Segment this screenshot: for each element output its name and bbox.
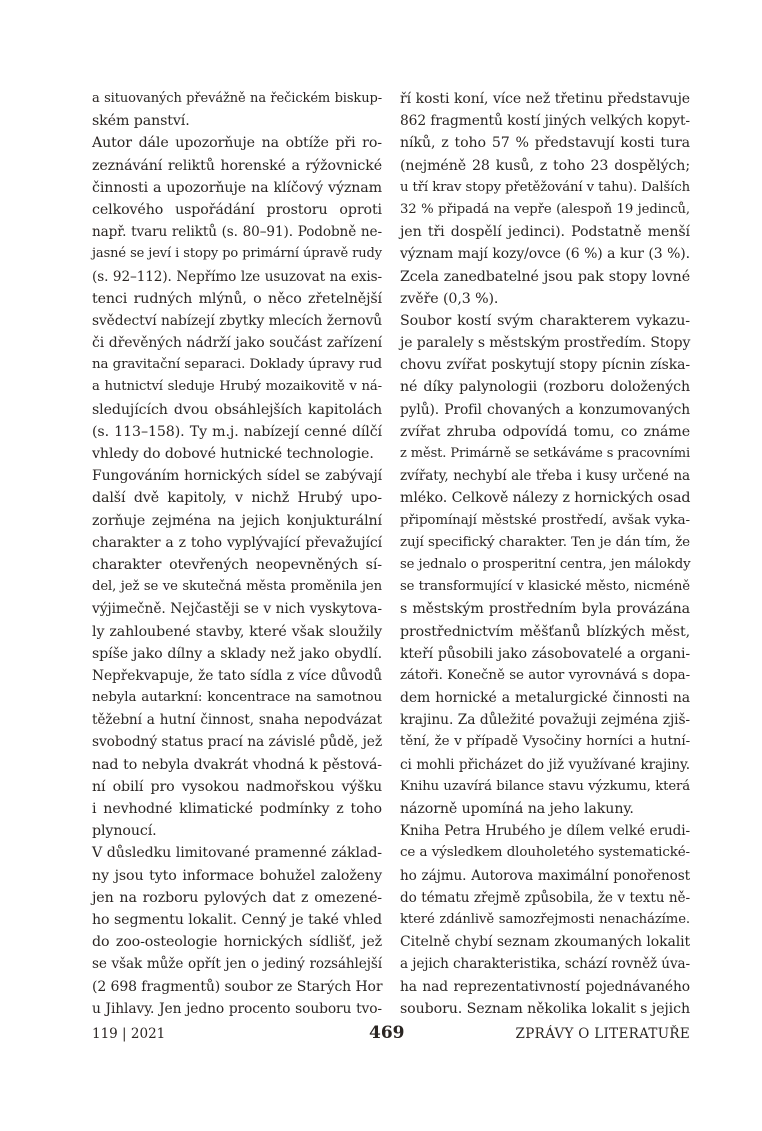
text-line: jen tři dospělí jedinci). Podstatně menší: [400, 224, 690, 241]
text-line: Citelně chybí seznam zkoumaných lokalit: [400, 934, 690, 951]
text-line: prostřednictvím měšťanů blízkých měst,: [400, 623, 690, 640]
text-line: charakter a z toho vyplývající převažující: [92, 534, 382, 551]
text-line: Knihu uzavírá bilance stavu výzkumu, která: [400, 778, 690, 794]
text-line: plynoucí.: [92, 823, 157, 840]
text-line: Autor dále upozorňuje na obtíže při ro-: [92, 135, 382, 152]
text-line: ci mohli přicházet do již využívané krajiny.: [400, 756, 690, 773]
text-line: souboru. Seznam několika lokalit s jejich: [400, 1000, 690, 1017]
text-line: a jejich charakteristika, schází rovněž úva-: [400, 956, 691, 973]
text-line: (s. 113–158). Ty m.j. nabízejí cenné dílčí: [92, 423, 382, 440]
text-line: do zoo-osteologie hornických sídlišť, jež: [92, 934, 382, 951]
text-line: del, jež se ve skutečná města proměnila jen: [92, 579, 382, 595]
text-line: zeznávání reliktů horenské a rýžovnické: [92, 157, 382, 174]
issue-label: 119 | 2021: [92, 1026, 166, 1042]
text-line: se však může opřít jen o jediný rozsáhlejší: [92, 956, 382, 973]
text-line: či dřevěných nádrží jako součást zařízení: [92, 335, 382, 352]
text-line: je paralely s městským prostředím. Stopy: [400, 335, 691, 352]
text-line: krajinu. Za důležité považuji zejména zjiš-: [400, 712, 690, 729]
text-line: (2 698 fragmentů) soubor ze Starých Hor: [92, 978, 383, 995]
text-line: sledujících dvou obsáhlejších kapitolách: [92, 401, 382, 418]
section-title: ZPRÁVY O LITERATUŘE: [515, 1026, 690, 1042]
text-line: níků, z toho 57 % představují kosti tura: [400, 135, 690, 152]
text-line: svobodný status prací na závislé půdě, jež: [92, 734, 382, 751]
text-line: zují specifický charakter. Ten je dán tím, že: [400, 534, 690, 550]
text-line: názorně upomíná na jeho lakuny.: [400, 801, 634, 817]
text-line: pylů). Profil chovaných a konzumovaných: [400, 401, 690, 418]
text-line: zátoři. Konečně se autor vyrovnává s dopa-: [400, 667, 690, 683]
text-line: jen na rozboru pylových dat z omezené-: [92, 889, 382, 906]
text-line: ho zájmu. Autorova maximální ponořenost: [400, 867, 690, 884]
text-line: ha nad reprezentativností pojednávaného: [400, 978, 690, 995]
text-line: né díky palynologii (rozboru doložených: [400, 379, 690, 396]
text-line: kteří působili jako zásobovatelé a organi-: [400, 645, 690, 662]
text-line: Nepřekvapuje, že tato sídla z více důvodů: [92, 667, 382, 684]
text-line: Soubor kostí svým charakterem vykazu-: [400, 312, 690, 329]
text-line: Kniha Petra Hrubého je dílem velké erudi-: [400, 823, 690, 840]
text-line: tenci rudných mlýnů, o něco zřetelnější: [92, 290, 382, 307]
text-line: svědectví nabízejí zbytky mlecích žernovů: [92, 312, 382, 329]
text-line: ní obilí pro vysokou nadmořskou výšku: [92, 778, 382, 795]
text-line: do tématu zřejmě způsobila, že v textu ně-: [400, 889, 690, 906]
text-line: 862 fragmentů kostí jiných velkých kopyt-: [400, 113, 690, 130]
text-line: činnosti a upozorňuje na klíčový význam: [92, 179, 382, 196]
page-footer: [92, 1024, 690, 1050]
text-line: ny jsou tyto informace bohužel založeny: [92, 867, 382, 884]
text-line: ho segmentu lokalit. Cenný je také vhled: [92, 911, 382, 928]
text-line: výjimečně. Nejčastěji se v nich vyskytova-: [92, 601, 382, 618]
text-line: Zcela zanedbatelné jsou pak stopy lovné: [400, 268, 690, 285]
text-line: u tří krav stopy přetěžování v tahu). Dalších: [400, 179, 690, 195]
text-line: V důsledku limitované pramenné základ-: [92, 845, 382, 862]
text-line: ském panství.: [92, 113, 190, 130]
text-line: připomínají městské prostředí, avšak vyka-: [400, 512, 690, 528]
text-line: jasné se jeví i stopy po primární úpravě rudy: [92, 246, 382, 262]
text-line: z měst. Primárně se setkáváme s pracovními: [400, 446, 691, 461]
text-line: mléko. Celkově nálezy z hornických osad: [400, 490, 691, 507]
text-line: spíše jako dílny a sklady než jako obydlí.: [92, 645, 382, 662]
text-line: chovu zvířat poskytují stopy pícnin získa-: [400, 357, 690, 374]
text-line: charakter otevřených neopevněných sí-: [92, 556, 382, 573]
text-line: těžební a hutní činnost, snaha nepodvázat: [92, 712, 382, 729]
text-line: zvěře (0,3 %).: [400, 290, 499, 307]
text-line: a situovaných převážně na řečickém biskup-: [92, 91, 382, 106]
text-line: zorňuje zejména na jejich konjukturální: [92, 512, 382, 529]
text-line: se jednalo o prosperitní centra, jen málokdy: [400, 556, 691, 572]
text-line: 32 % připadá na vepře (alespoň 19 jedinců,: [400, 201, 690, 217]
text-line: nad to nebyla dvakrát vhodná k pěstová-: [92, 756, 382, 773]
text-line: a hutnictví sleduje Hrubý mozaikovitě v ná-: [92, 379, 382, 395]
text-line: u Jihlavy. Jen jedno procento souboru tvo-: [92, 1000, 382, 1017]
text-line: dem hornické a metalurgické činnosti na: [400, 690, 690, 707]
text-line: zvířaty, nechybí ale třeba i kusy určené na: [400, 468, 690, 485]
text-line: s městským prostředním byla provázána: [400, 601, 690, 618]
text-line: tění, že v případě Vysočiny horníci a hutní-: [400, 734, 690, 750]
text-line: nebyla autarkní: koncentrace na samotnou: [92, 690, 382, 706]
text-line: (s. 92–112). Nepřímo lze usuzovat na exis-: [92, 268, 382, 285]
left-text-column: [92, 88, 382, 1020]
text-line: ří kosti koní, více než třetinu představuje: [400, 91, 690, 107]
text-line: zvířat zhruba odpovídá tomu, co známe: [400, 423, 690, 440]
text-line: se transformující v klasické město, nicméně: [400, 579, 690, 595]
text-line: celkového uspořádání prostoru oproti: [92, 201, 382, 218]
text-line: které zdánlivě samozřejmosti nenacházíme.: [400, 911, 690, 927]
text-line: význam mají kozy/ovce (6 %) a kur (3 %).: [400, 246, 690, 263]
text-line: na gravitační separaci. Doklady úpravy rud: [92, 357, 382, 373]
text-line: Fungováním hornických sídel se zabývají: [92, 468, 382, 485]
text-line: další dvě kapitoly, v nichž Hrubý upo-: [92, 490, 382, 507]
text-line: i nevhodné klimatické podmínky z toho: [92, 801, 382, 817]
right-text-column: [400, 88, 690, 1020]
text-line: (nejméně 28 kusů, z toho 23 dospělých;: [400, 157, 690, 174]
text-line: vhledy do dobové hutnické technologie.: [92, 446, 374, 462]
text-line: ly zahloubené stavby, které však sloužily: [92, 623, 382, 640]
text-line: ce a výsledkem dlouholetého systematické-: [400, 845, 690, 861]
page-number: 469: [369, 1023, 405, 1043]
text-line: např. tvaru reliktů (s. 80–91). Podobně ne-: [92, 224, 382, 241]
